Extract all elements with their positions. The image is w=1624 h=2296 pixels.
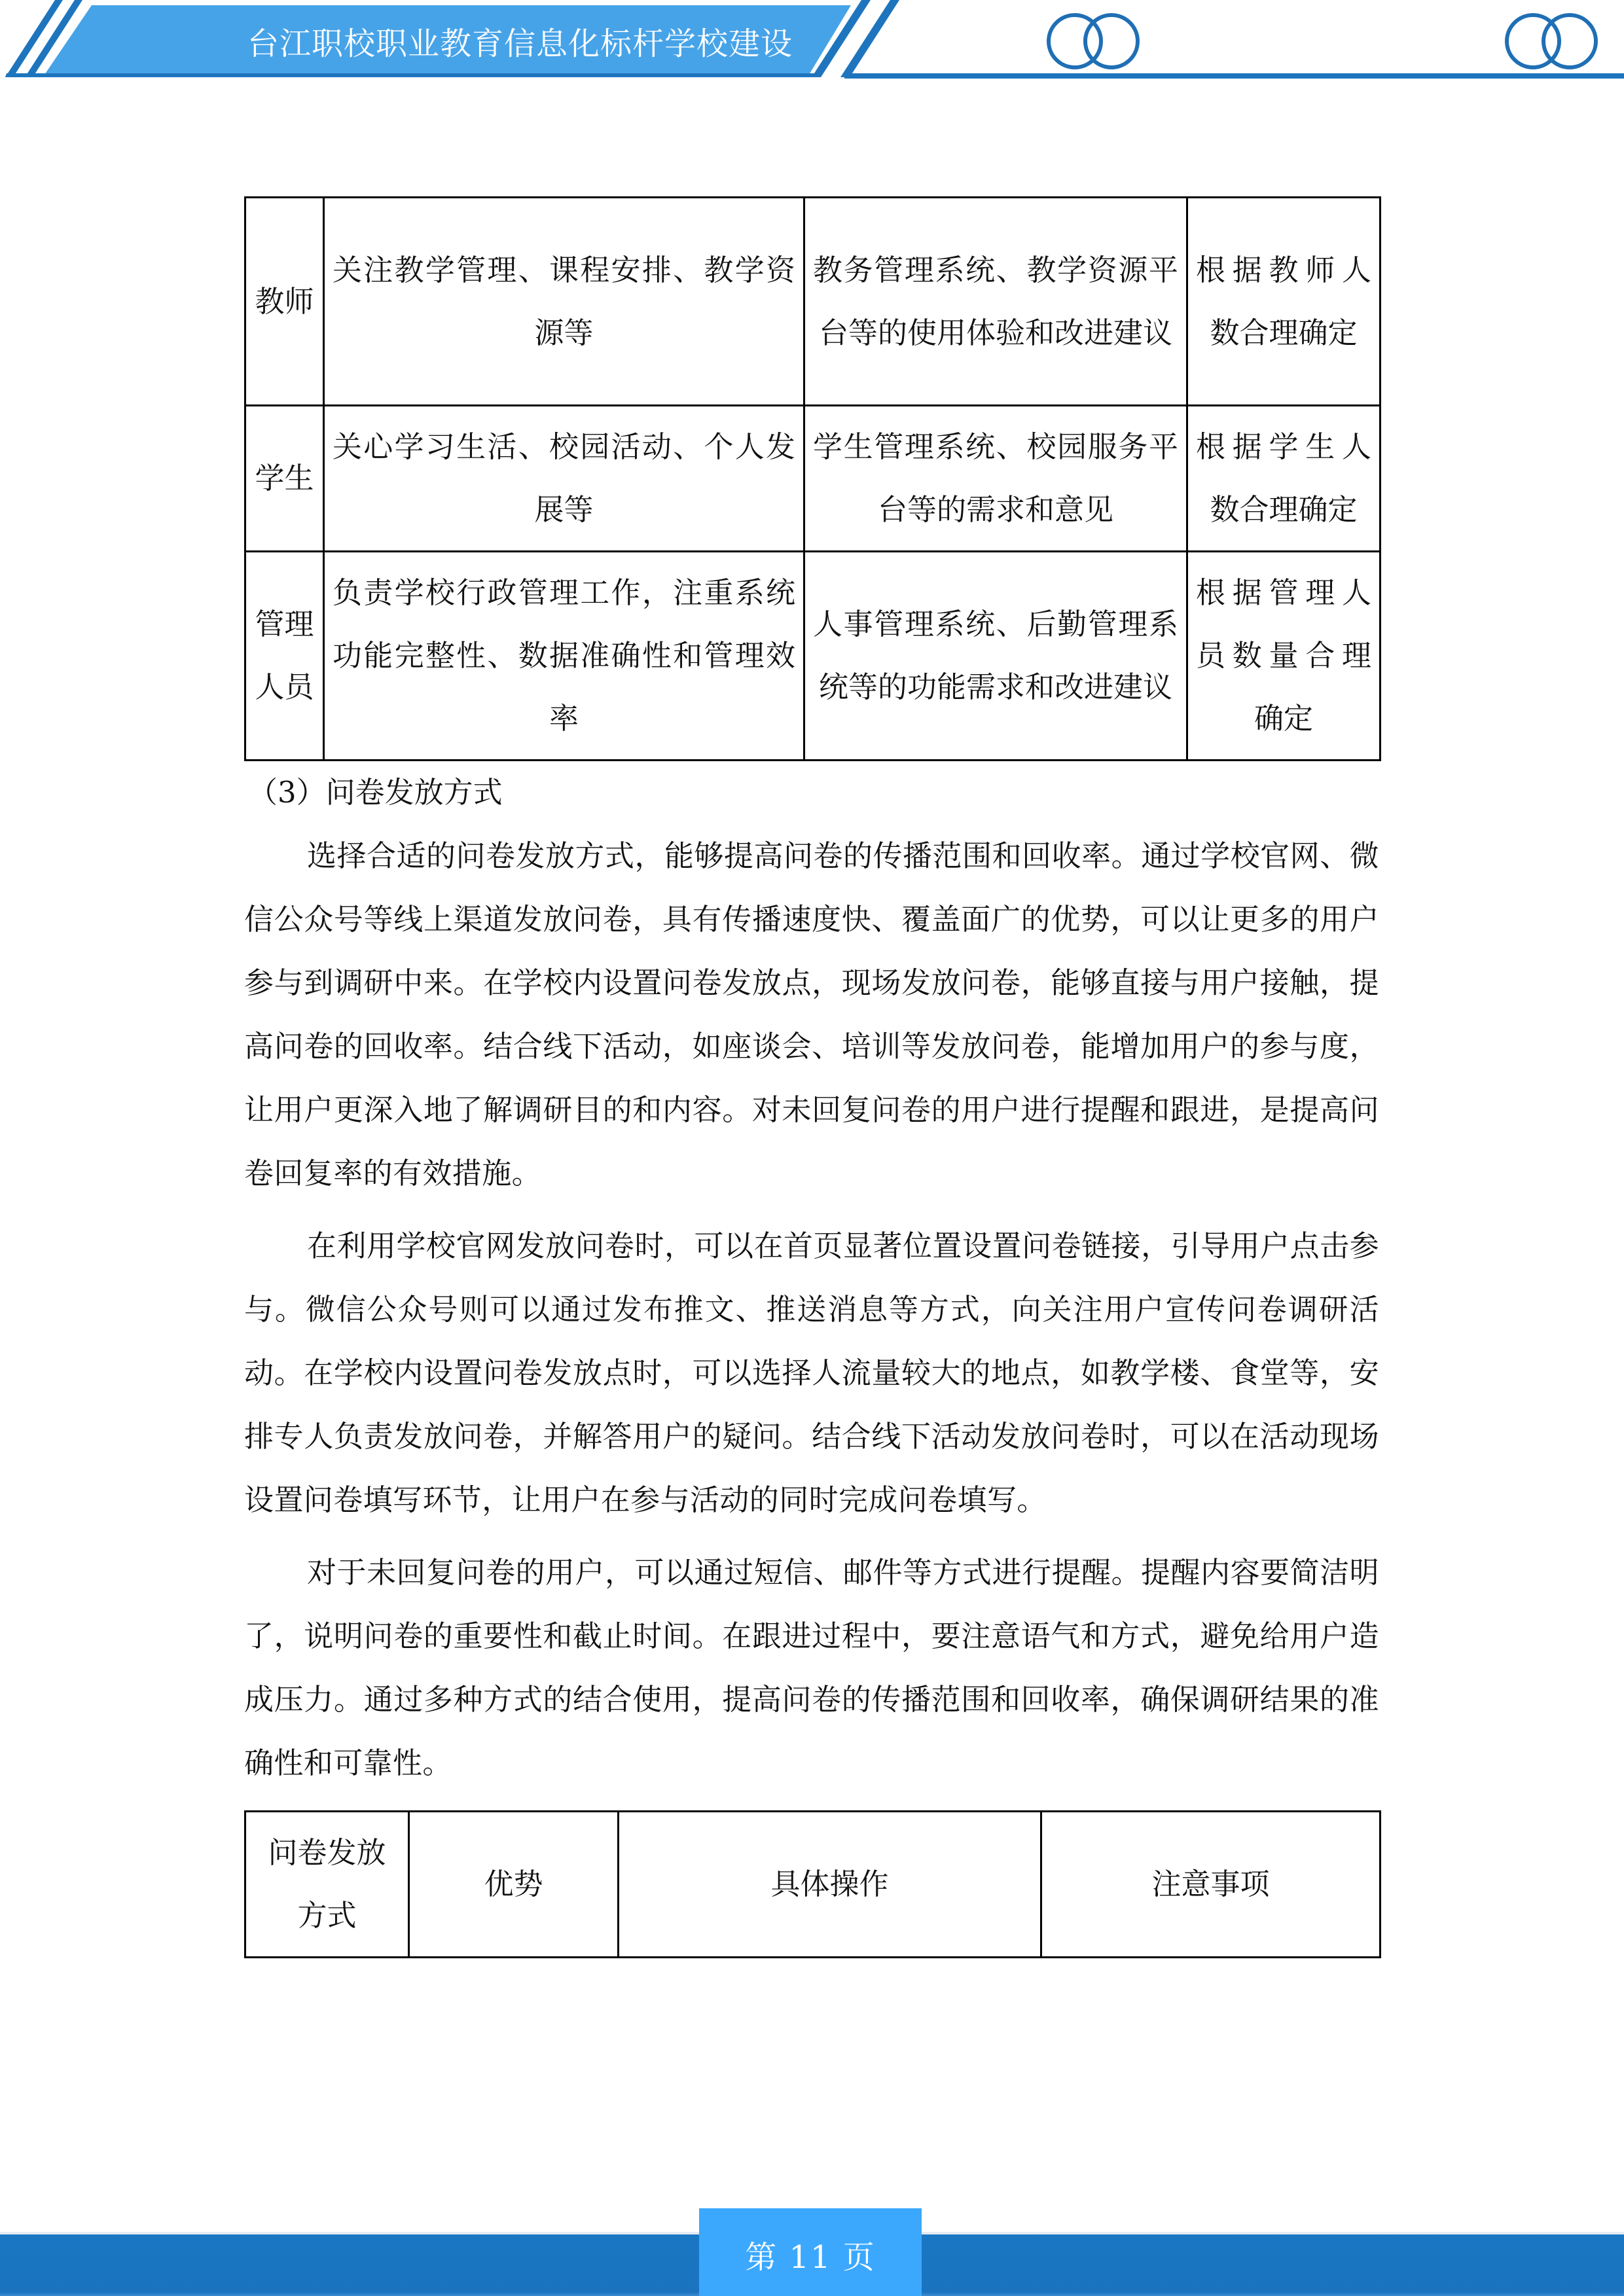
page-content — [244, 196, 1379, 1958]
focus-cell: 关心学习生活、校园活动、个人发展等 — [324, 406, 804, 552]
table-row — [245, 198, 1380, 406]
sample-cell: 根据学生人数合理确定 — [1187, 406, 1380, 552]
content-cell: 学生管理系统、校园服务平台等的需求和意见 — [804, 406, 1187, 552]
role-cell: 管理人员 — [245, 552, 324, 761]
content-cell: 教务管理系统、教学资源平台等的使用体验和改进建议 — [804, 198, 1187, 406]
distribution-method-table — [244, 1810, 1381, 1958]
header-banner-graphic — [0, 0, 1624, 85]
table-row — [245, 552, 1380, 761]
survey-target-table — [244, 196, 1381, 761]
focus-cell: 关注教学管理、课程安排、教学资源等 — [324, 198, 804, 406]
column-header-operation: 具体操作 — [619, 1812, 1041, 1958]
page-header — [0, 0, 1624, 85]
sample-cell: 根据教师人数合理确定 — [1187, 198, 1380, 406]
focus-cell: 负责学校行政管理工作，注重系统功能完整性、数据准确性和管理效率 — [324, 552, 804, 761]
page-number-tab — [699, 2208, 922, 2296]
spacer — [244, 1804, 1379, 1810]
column-header-notes: 注意事项 — [1041, 1812, 1380, 1958]
body-paragraph: 在利用学校官网发放问卷时，可以在首页显著位置设置问卷链接，引导用户点击参与。微信公众号则可以通过发布推文、推送消息等方式，向关注用户宣传问卷调研活动。在学校内设置问卷发放点时，可以选择人流量较大的地点，如教学楼、食堂等，安排专人负责发放问卷，并解答用户的疑问。结合线下活动发放问卷时，可以在活动现场设置问卷填写环节，让用户在参与活动的同时完成问卷填写。 — [244, 1229, 1379, 1517]
table-header-row — [245, 1812, 1380, 1958]
content-cell: 人事管理系统、后勤管理系统等的功能需求和改进建议 — [804, 552, 1187, 761]
page-number: 第 11 页 — [745, 2238, 876, 2276]
section-heading: （3）问卷发放方式 — [248, 775, 503, 810]
role-cell: 教师 — [245, 198, 324, 406]
header-title: 台江职校职业教育信息化标杆学校建设 — [247, 26, 793, 62]
body-paragraph: 选择合适的问卷发放方式，能够提高问卷的传播范围和回收率。通过学校官网、微信公众号等线上渠道发放问卷，具有传播速度快、覆盖面广的优势，可以让更多的用户参与到调研中来。在学校内设置问卷发放点，现场发放问卷，能够直接与用户接触，提高问卷的回收率。结合线下活动，如座谈会、培训等发放问卷，能增加用户的参与度，让用户更深入地了解调研目的和内容。对未回复问卷的用户进行提醒和跟进，是提高问卷回复率的有效措施。 — [244, 838, 1379, 1191]
table-row — [245, 406, 1380, 552]
column-header-advantage: 优势 — [409, 1812, 619, 1958]
double-ring-logo-icon — [1034, 13, 1152, 72]
column-header-method: 问卷发放方式 — [245, 1812, 409, 1958]
body-paragraph: 对于未回复问卷的用户，可以通过短信、邮件等方式进行提醒。提醒内容要简洁明了，说明问卷的重要性和截止时间。在跟进过程中，要注意语气和方式，避免给用户造成压力。通过多种方式的结合使用，提高问卷的传播范围和回收率，确保调研结果的准确性和可靠性。 — [244, 1555, 1379, 1780]
sample-cell: 根据管理人员数量合理确定 — [1187, 552, 1380, 761]
role-cell: 学生 — [245, 406, 324, 552]
double-ring-logo-icon — [1492, 13, 1610, 72]
